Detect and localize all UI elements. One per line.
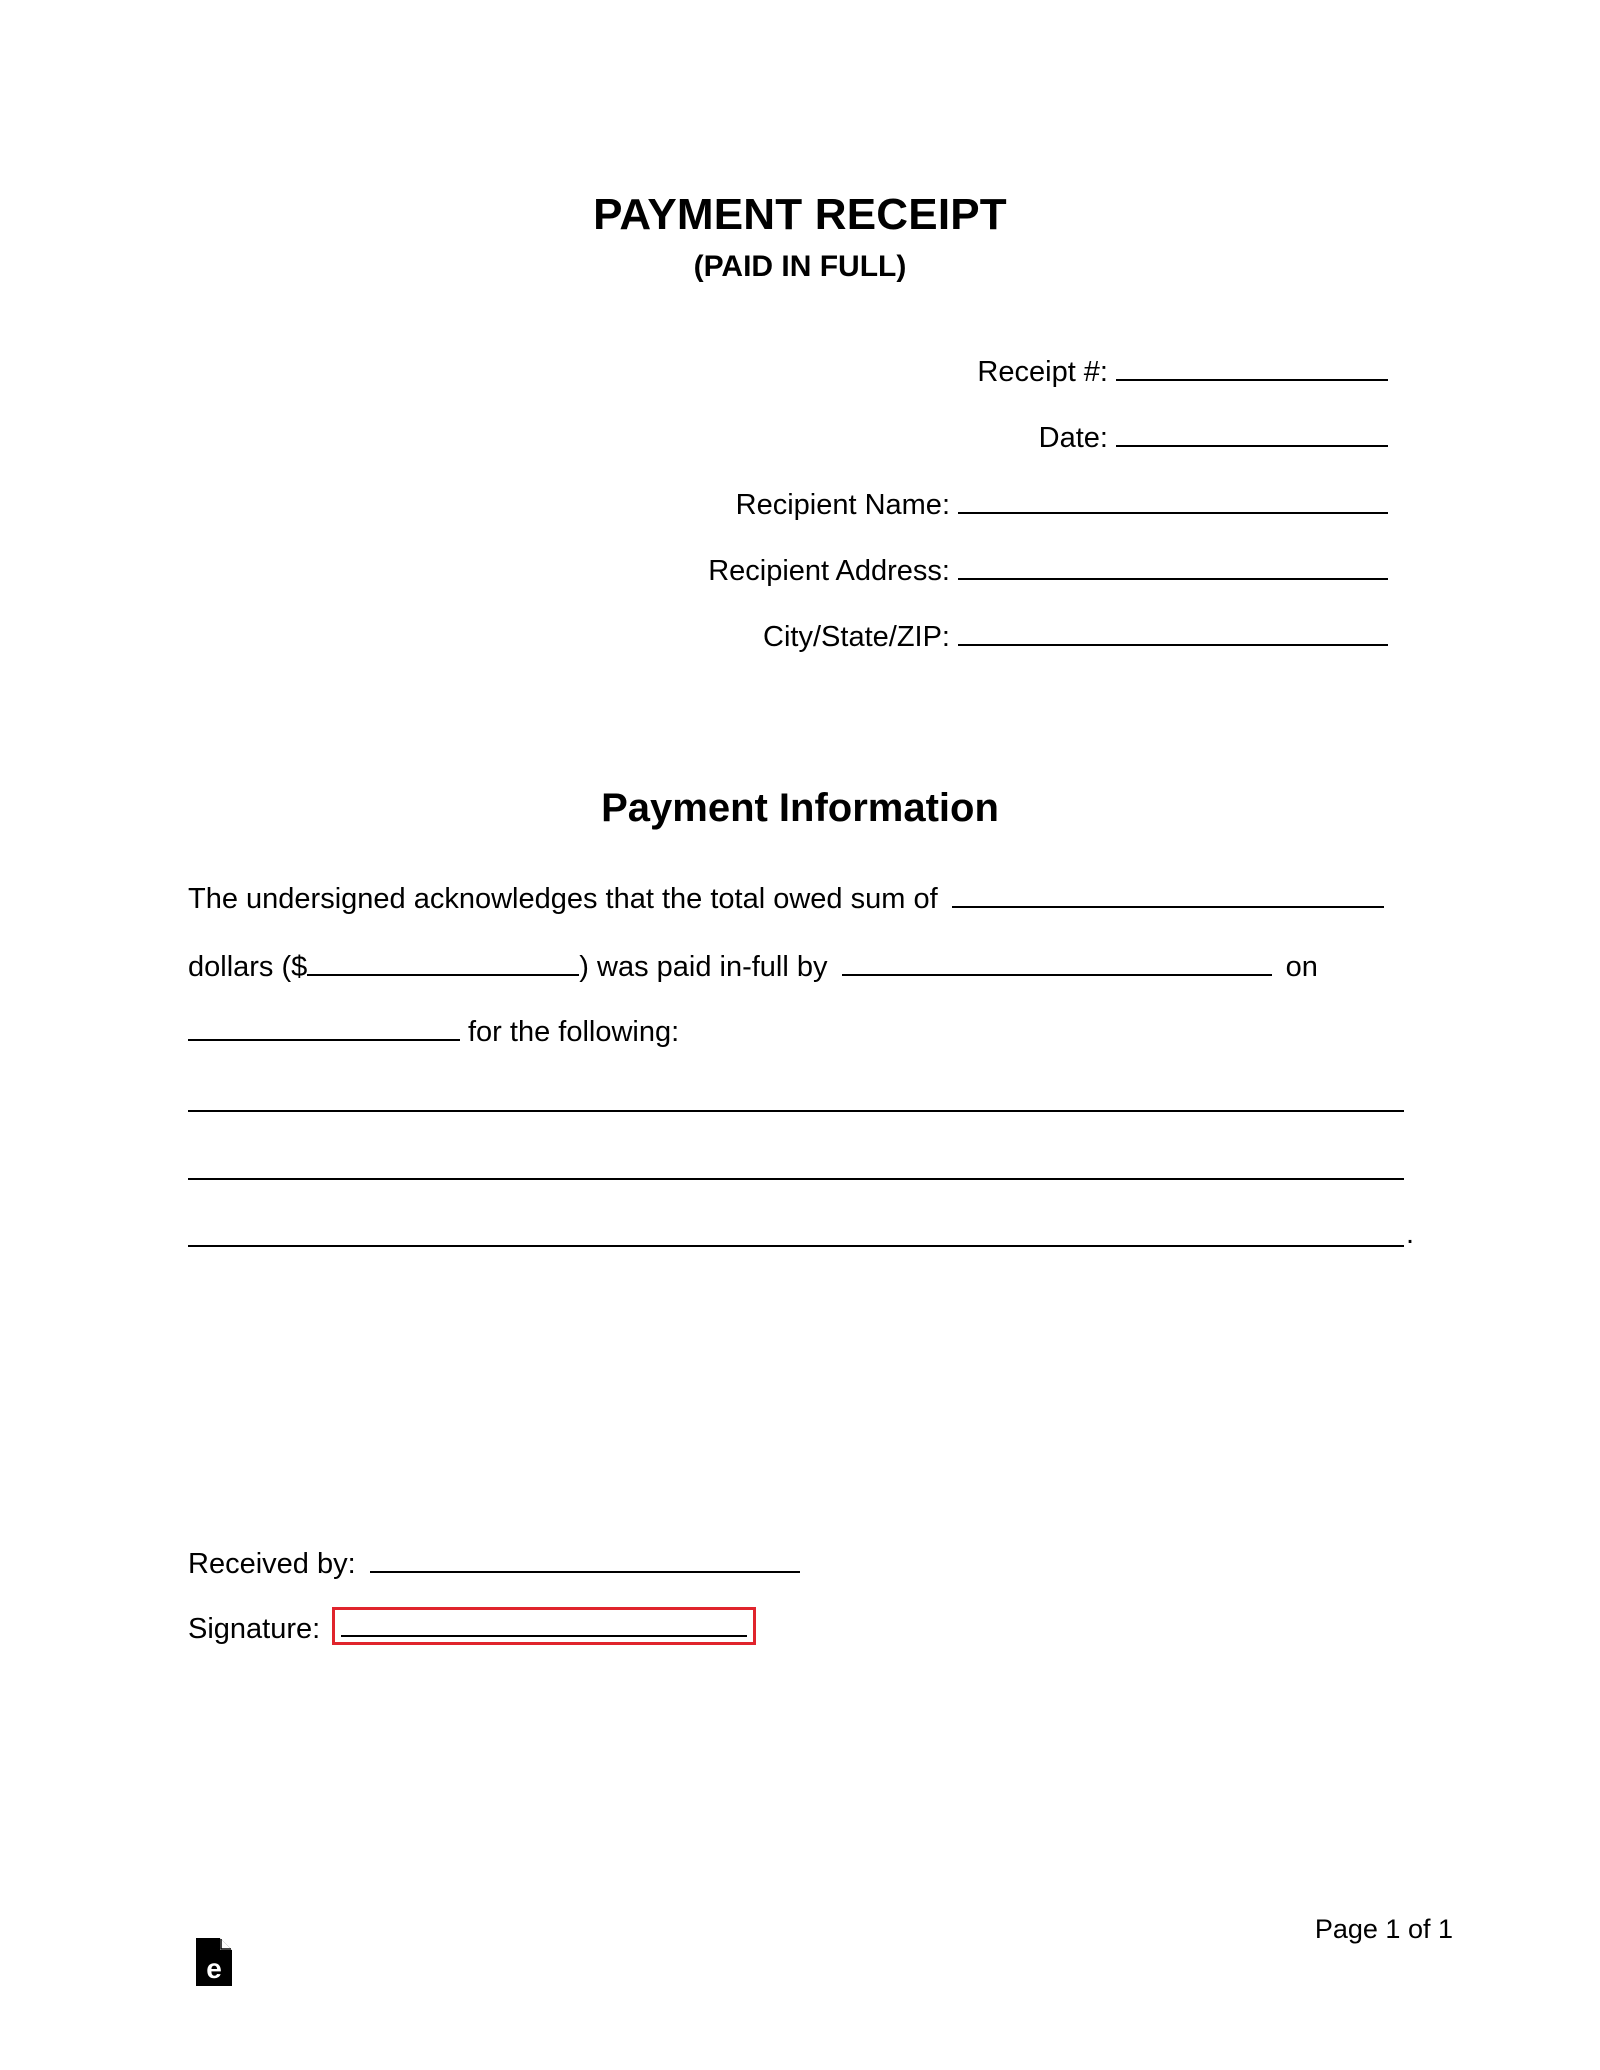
description-line-2[interactable]: [188, 1178, 1404, 1180]
date-label: Date:: [1038, 422, 1108, 454]
payment-information-heading: Payment Information: [601, 786, 999, 830]
payment-line-2: [188, 949, 1318, 985]
city-state-zip-blank[interactable]: [958, 620, 1388, 646]
owed-sum-words-blank[interactable]: [952, 882, 1384, 908]
recipient-name-label: Recipient Name:: [735, 489, 950, 521]
paid-by-blank[interactable]: [842, 950, 1272, 976]
document-subtitle: (PAID IN FULL): [693, 250, 907, 283]
receipt-number-field: [977, 354, 1388, 390]
recipient-address-blank[interactable]: [958, 554, 1388, 580]
signature-line: [341, 1635, 747, 1637]
recipient-address-field: [708, 553, 1388, 589]
payment-line-1-text: The undersigned acknowledges that the total owed sum of: [188, 883, 938, 915]
received-by-blank[interactable]: [370, 1547, 800, 1573]
dollar-amount-blank[interactable]: [307, 950, 579, 976]
receipt-number-blank[interactable]: [1116, 355, 1388, 381]
description-line-3[interactable]: [188, 1245, 1404, 1247]
recipient-address-label: Recipient Address:: [708, 555, 950, 587]
document-title: PAYMENT RECEIPT: [593, 190, 1007, 239]
recipient-name-field: [736, 487, 1388, 523]
payment-line-2-text-b: ) was paid in-full by: [579, 951, 828, 983]
city-state-zip-field: [763, 619, 1388, 655]
signature-field: [188, 1611, 756, 1649]
eforms-logo-icon: [196, 1938, 232, 1986]
signature-label: Signature:: [188, 1613, 321, 1645]
receipt-number-label: Receipt #:: [977, 356, 1108, 388]
date-blank[interactable]: [1116, 421, 1388, 447]
payment-line-2-text-c: on: [1285, 951, 1318, 983]
date-field: [1039, 420, 1388, 456]
city-state-zip-label: City/State/ZIP:: [763, 621, 950, 653]
payment-line-2-text-a: dollars ($: [188, 951, 308, 983]
received-by-label: Received by:: [188, 1548, 356, 1580]
svg-text:e: e: [206, 1953, 222, 1984]
signature-box[interactable]: [332, 1607, 756, 1645]
received-by-field: [188, 1546, 800, 1582]
payment-line-3: [188, 1014, 679, 1050]
payment-line-3-text: for the following:: [468, 1016, 680, 1048]
payment-date-blank[interactable]: [188, 1015, 460, 1041]
payment-line-1: [188, 881, 1384, 917]
description-closing-period: .: [1406, 1218, 1415, 1250]
description-line-1[interactable]: [188, 1110, 1404, 1112]
page-number: Page 1 of 1: [1314, 1914, 1453, 1944]
recipient-name-blank[interactable]: [958, 488, 1388, 514]
